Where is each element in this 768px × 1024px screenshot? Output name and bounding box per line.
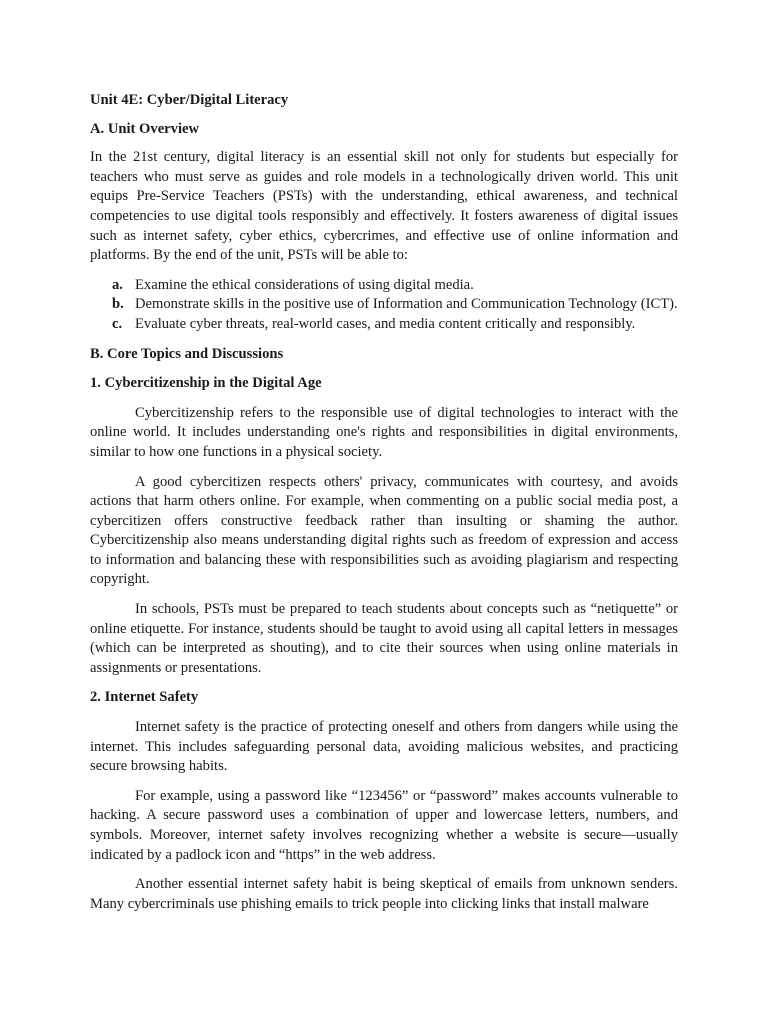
body-paragraph: In schools, PSTs must be prepared to teach students about concepts such as “netiquette” or online etiquette. For instance, students should be taught to avoid using all capital letters in messages (which can be interpreted as shouting), and to cite their sources when using online materials in assignments or presentations. [90, 601, 678, 676]
list-item [90, 295, 678, 315]
overview-paragraph: In the 21st century, digital literacy is an essential skill not only for students but especially for teachers who must serve as guides and role models in a technologically driven world. This unit equips Pre-Service Teachers (PSTs) with the understanding, ethical awareness, and technical competencies to use digital tools responsibly and effectively. It fosters awareness of digital issues such as internet safety, cyber ethics, cybercrimes, and effective use of online information and platforms. By the end of the unit, PSTs will be able to: [90, 149, 678, 264]
list-marker: a. [112, 276, 123, 293]
document-page [90, 91, 678, 924]
objectives-list [90, 276, 678, 335]
section-a-heading: A. Unit Overview [90, 120, 200, 137]
list-item-text: Evaluate cyber threats, real-world cases, and media content critically and responsibly. [135, 315, 636, 332]
body-paragraph: Internet safety is the practice of protecting oneself and others from dangers while using the internet. This includes safeguarding personal data, avoiding malicious websites, and practicing secure browsing habits. [90, 719, 678, 775]
topic-1-heading: 1. Cybercitizenship in the Digital Age [90, 375, 322, 392]
body-paragraph: For example, using a password like “123456” or “password” makes accounts vulnerable to hacking. A secure password uses a combination of upper and lowercase letters, numbers, and symbols. Moreover, internet safety involves recognizing whether a website is secure—usually indicated by a padlock icon and “https” in the web address. [90, 787, 678, 863]
list-item-text: Demonstrate skills in the positive use of Information and Communication Technology (ICT). [135, 296, 678, 313]
body-paragraph: A good cybercitizen respects others' privacy, communicates with courtesy, and avoids actions that harm others online. For example, when commenting on a public social media post, a cybercitizen offers constructive feedback rather than insulting or shaming the author. Cybercitizenship also means understanding digital rights such as freedom of expression and access to information and balancing these with responsibilities such as avoiding plagiarism and respecting copyright. [90, 473, 678, 588]
list-item [90, 276, 678, 296]
section-b-heading: B. Core Topics and Discussions [90, 345, 284, 362]
body-paragraph: Cybercitizenship refers to the responsible use of digital technologies to interact with the online world. It includes understanding one's rights and responsibilities in digital environments, similar to how one functions in a physical society. [90, 404, 678, 460]
page-title: Unit 4E: Cyber/Digital Literacy [90, 92, 289, 108]
body-paragraph: Another essential internet safety habit is being skeptical of emails from unknown senders. Many cybercriminals use phishing emails to trick people into clicking links that install malware [90, 876, 678, 912]
topic-2-heading: 2. Internet Safety [90, 689, 199, 706]
list-marker: b. [112, 296, 124, 313]
list-marker: c. [112, 315, 123, 332]
list-item-text: Examine the ethical considerations of using digital media. [135, 276, 474, 293]
list-item [90, 315, 678, 335]
